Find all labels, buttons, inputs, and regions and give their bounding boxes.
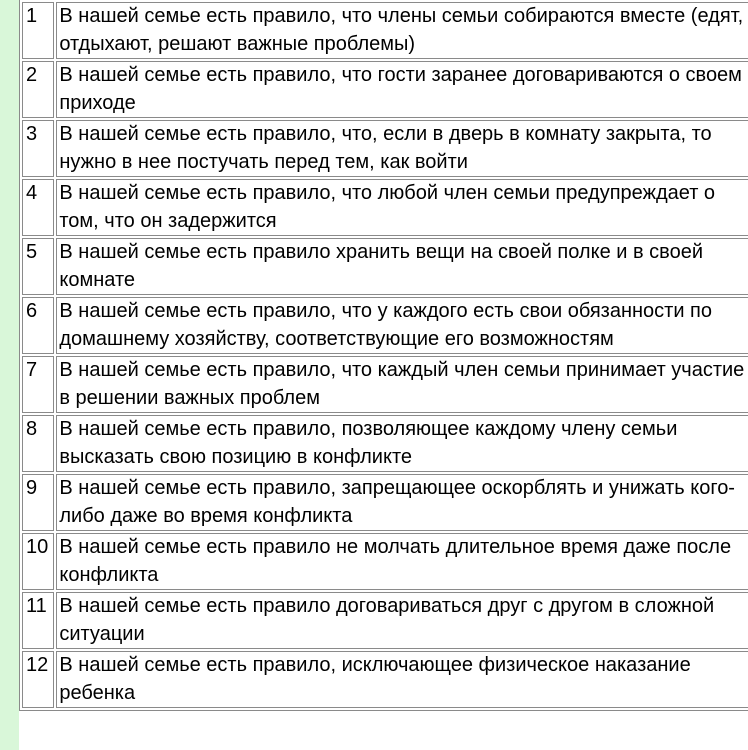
rule-text: В нашей семье есть правило, исключающее физическое наказание ребенка <box>56 651 748 708</box>
left-margin-strip <box>0 0 19 750</box>
rule-text: В нашей семье есть правило, что любой член семьи предупреждает о том, что он задержится <box>56 179 748 236</box>
rule-text: В нашей семье есть правило, запрещающее оскорблять и унижать кого-либо даже во время конфликта <box>56 474 748 531</box>
table-row <box>22 651 748 708</box>
row-number: 11 <box>22 592 54 649</box>
rule-text: В нашей семье есть правило, позволяющее каждому члену семьи высказать свою позицию в конфликте <box>56 415 748 472</box>
row-number: 6 <box>22 297 54 354</box>
table-row <box>22 2 748 59</box>
row-number: 10 <box>22 533 54 590</box>
family-rules-table <box>19 0 748 711</box>
table-row <box>22 592 748 649</box>
rule-text: В нашей семье есть правило хранить вещи на своей полке и в своей комнате <box>56 238 748 295</box>
row-number: 1 <box>22 2 54 59</box>
table-row <box>22 238 748 295</box>
row-number: 9 <box>22 474 54 531</box>
row-number: 7 <box>22 356 54 413</box>
rule-text: В нашей семье есть правило не молчать длительное время даже после конфликта <box>56 533 748 590</box>
table-row <box>22 533 748 590</box>
table-row <box>22 61 748 118</box>
rule-text: В нашей семье есть правило, что, если в дверь в комнату закрыта, то нужно в нее постучать перед тем, как войти <box>56 120 748 177</box>
table-row <box>22 120 748 177</box>
table-row <box>22 297 748 354</box>
rule-text: В нашей семье есть правило, что каждый член семьи принимает участие в решении важных проблем <box>56 356 748 413</box>
rule-text: В нашей семье есть правило, что члены семьи собираются вместе (едят, отдыхают, решают важные проблемы) <box>56 2 748 59</box>
table-row <box>22 179 748 236</box>
table-row <box>22 356 748 413</box>
table-row <box>22 474 748 531</box>
row-number: 3 <box>22 120 54 177</box>
rule-text: В нашей семье есть правило, что у каждого есть свои обязанности по домашнему хозяйству, соответствующие его возможностям <box>56 297 748 354</box>
row-number: 5 <box>22 238 54 295</box>
row-number: 2 <box>22 61 54 118</box>
rule-text: В нашей семье есть правило, что гости заранее договариваются о своем приходе <box>56 61 748 118</box>
table-row <box>22 415 748 472</box>
rule-text: В нашей семье есть правило договариваться друг с другом в сложной ситуации <box>56 592 748 649</box>
row-number: 12 <box>22 651 54 708</box>
row-number: 4 <box>22 179 54 236</box>
row-number: 8 <box>22 415 54 472</box>
